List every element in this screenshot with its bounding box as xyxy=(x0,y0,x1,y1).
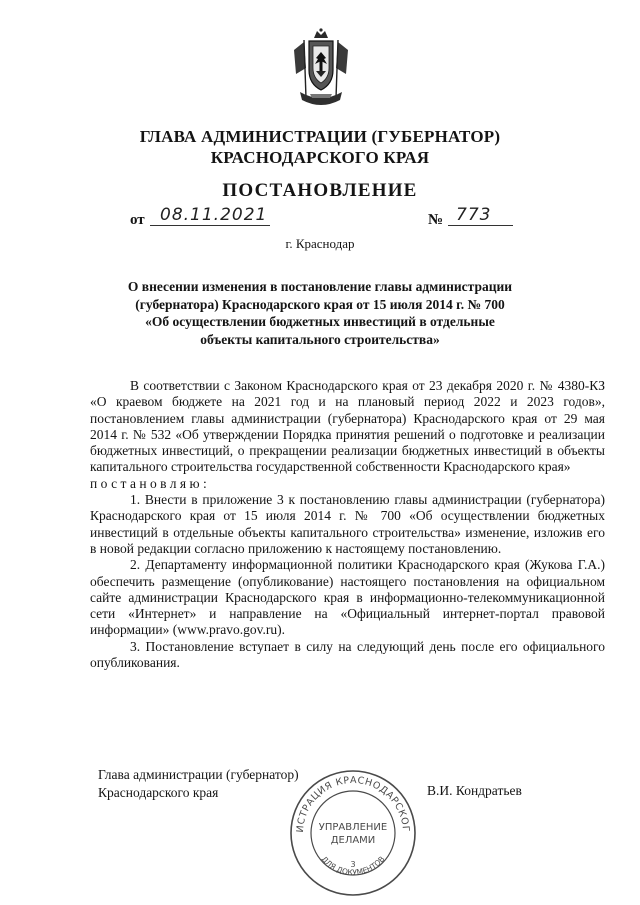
stamp-center-line-2: ДЕЛАМИ xyxy=(330,835,376,846)
preamble-paragraph: В соответствии с Законом Краснодарского края от 23 декабря 2020 г. № 4380-КЗ «О краевом бюджете на 2021 год и на плановый период 2022 и 2023 годов», постановлением главы администрации (губернатора) Краснодарского края от 29 мая 2014 г. № 532 «Об утверждении Порядка принятия решений о подготовке и реализации бюджетных инвестиций, о прекращении реализации бюджетных инвестиций в объекты капитального строительства государственной собственности Краснодарского края» xyxy=(90,378,605,475)
subject-line-4: объекты капитального строительства» xyxy=(200,331,440,347)
signatory-position-line-1: Глава администрации (губернатор) xyxy=(98,767,299,782)
authority-line-2: КРАСНОДАРСКОГО КРАЯ xyxy=(210,148,430,167)
official-stamp xyxy=(288,768,418,898)
clause-1: 1. Внести в приложение 3 к постановлению главы администрации (губернатора) Краснодарского края от 15 июля 2014 г. № 700 «Об осуществлении бюджетных инвестиций в отдельные объекты капитального строительства» изменение, изложив его в новой редакции согласно приложению к настоящему постановлению. xyxy=(90,492,605,556)
number-prefix: № xyxy=(428,212,444,228)
clause-2: 2. Департаменту информационной политики Краснодарского края (Жукова Г.А.) обеспечить размещение (опубликование) настоящего постановления на официальном сайте администрации Краснодарского края в информационно-телекоммуникационной сети «Интернет» и направление на «Официальный интернет-портал правовой информации» (www.pravo.gov.ru). xyxy=(90,557,605,638)
signatory-position xyxy=(98,766,299,802)
stamp-number: 3 xyxy=(350,860,356,869)
number-value: 773 xyxy=(456,205,492,225)
date-prefix: от xyxy=(130,212,145,228)
stamp-ring-text: ИСТРАЦИЯ КРАСНОДАРСКОГ xyxy=(294,774,412,833)
resolve-word: постановляю: xyxy=(90,475,211,491)
subject-line-1: О внесении изменения в постановление главы администрации xyxy=(127,279,513,294)
stamp-center-line-1: УПРАВЛЕНИЕ xyxy=(318,822,388,833)
stamp-bottom-text: ДЛЯ ДОКУМЕНТОВ xyxy=(319,854,387,877)
clause-3: 3. Постановление вступает в силу на следующий день после его официального опубликования. xyxy=(90,638,605,671)
date-value: 08.11.2021 xyxy=(160,205,268,225)
authority-line-1: ГЛАВА АДМИНИСТРАЦИИ (ГУБЕРНАТОР) xyxy=(139,127,501,146)
city: г. Краснодар xyxy=(285,236,355,251)
date-field xyxy=(150,205,270,226)
authority-title xyxy=(0,126,640,168)
subject-line-3: «Об осуществлении бюджетных инвестиций в отдельные xyxy=(145,314,495,329)
number-field xyxy=(448,205,513,226)
subject-line-2: (губернатора) Краснодарского края от 15 июля 2014 г. № 700 xyxy=(135,296,505,312)
document-body xyxy=(90,378,605,671)
signatory-name: В.И. Кондратьев xyxy=(427,783,522,798)
coat-of-arms-icon xyxy=(290,28,352,112)
signatory-position-line-2: Краснодарского края xyxy=(98,785,219,800)
document-type: ПОСТАНОВЛЕНИЕ xyxy=(222,180,418,201)
document-subject xyxy=(0,278,640,348)
